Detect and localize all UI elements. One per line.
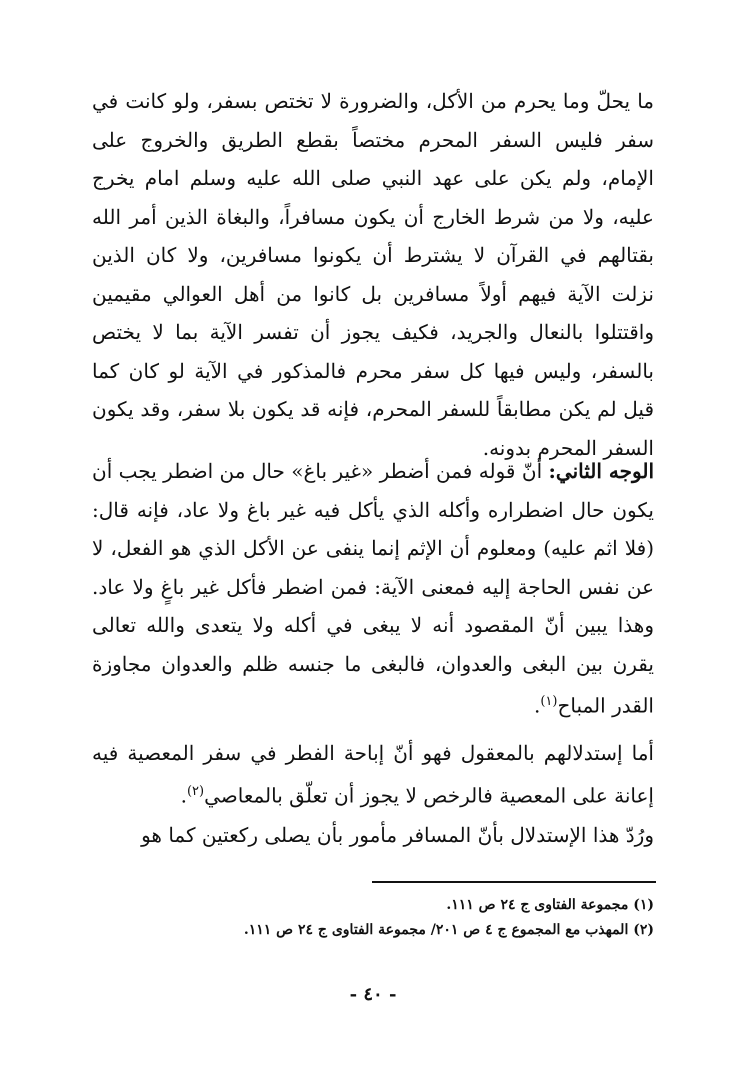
footnote-1: (١) مجموعة الفتاوى ج ٢٤ ص ١١١. bbox=[446, 897, 654, 913]
footnote-divider bbox=[372, 881, 656, 883]
paragraph-4-text: ورُدّ هذا الإستدلال بأنّ المسافر مأمور بأن يصلى ركعتين كما هو bbox=[141, 823, 654, 847]
footnote-ref-2: (٢) bbox=[186, 783, 205, 799]
paragraph-4 bbox=[92, 816, 654, 855]
footnotes bbox=[92, 893, 654, 943]
paragraph-2-text: أنّ قوله فمن أضطر «غير باغ» حال من اضطر يجب أن يكون حال اضطراره وأكله الذي يأكل فيه غير باغ ولا عاد، فإنه قال: (فلا اثم عليه) ومعلوم أن الإثم إنما ينفى عن الأكل الذي هو الفعل، لا عن نفس الحاجة إليه فمعنى الآية: فمن اضطر فأكل غير باغٍ ولا عاد. وهذا يبين أنّ المقصود أنه لا يبغى في أكله ولا يتعدى والله تعالى يقرن بين البغى والعدوان، فالبغى ما جنسه ظلم والعدوان مجاوزة القدر المباح bbox=[92, 459, 654, 718]
paragraph-3-end: . bbox=[180, 783, 187, 808]
footnote-ref-1: (١) bbox=[540, 694, 558, 709]
paragraph-3 bbox=[92, 734, 654, 815]
paragraph-3-text: أما إستدلالهم بالمعقول فهو أنّ إباحة الفطر في سفر المعصية فيه إعانة على المعصية فالرخص لا يجوز أن تعلّق بالمعاصي bbox=[92, 741, 654, 808]
paragraph-2-end: . bbox=[533, 693, 541, 718]
paragraph-1-text: ما يحلّ وما يحرم من الأكل، والضرورة لا تختص بسفر، ولو كانت في سفر فليس السفر المحرم مختصاً بقطع الطريق والخروج على الإمام، ولم يكن على عهد النبي صلى الله عليه وسلم امام يخرج عليه، ولا من شرط الخارج أن يكون مسافراً، والبغاة الذين أمر الله بقتالهم في القرآن لا يشترط أن يكونوا مسافرين، ولا كان الذين نزلت الآية فيهم أولاً مسافرين بل كانوا من أهل العوالي مقيمين واقتتلوا بالنعال والجريد، فكيف يجوز أن تفسر الآية بما لا يختص بالسفر، وليس فيها كل سفر محرم فالمذكور في الآية لو كان كما قيل لم يكن مطابقاً للسفر المحرم، فإنه قد يكون بلا سفر، وقد يكون السفر المحرم بدونه. bbox=[92, 89, 654, 460]
paragraph-1 bbox=[92, 82, 654, 467]
footnote-2: (٢) المهذب مع المجموع ج ٤ ص ٢٠١/ مجموعة الفتاوى ج ٢٤ ص ١١١. bbox=[243, 922, 654, 938]
paragraph-2 bbox=[92, 452, 654, 725]
paragraph-2-heading: الوجه الثاني: bbox=[548, 459, 655, 483]
page-number: - ٤٠ - bbox=[349, 984, 397, 1005]
